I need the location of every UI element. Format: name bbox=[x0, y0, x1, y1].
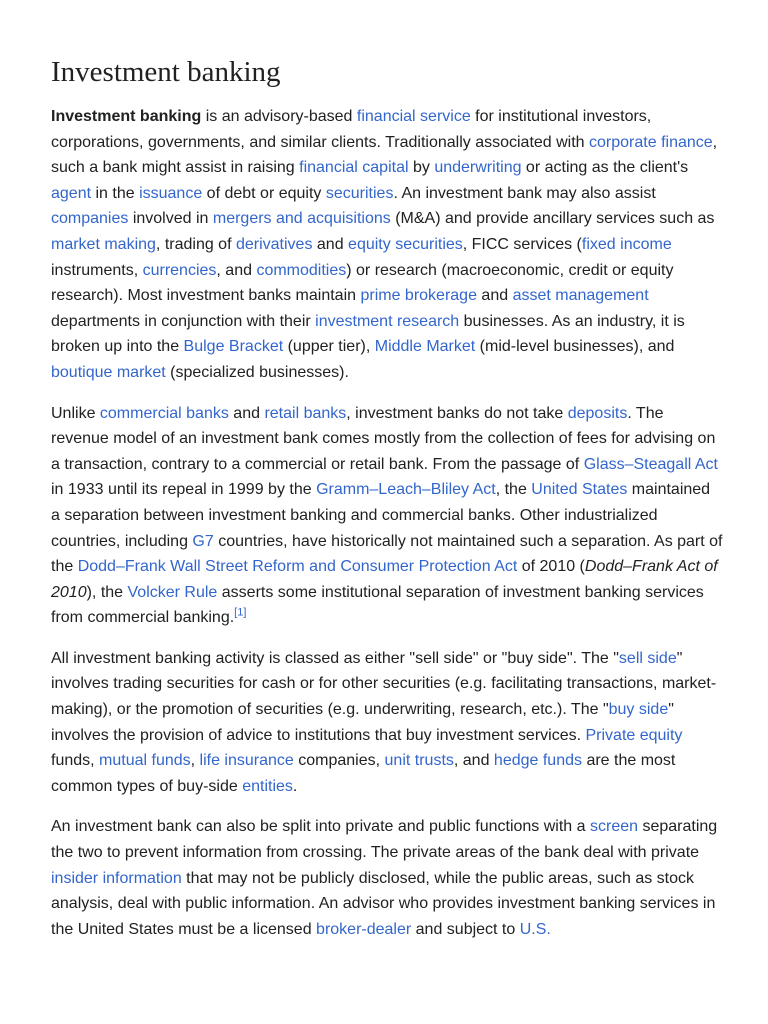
link-u-s[interactable]: U.S. bbox=[519, 920, 551, 938]
link-deposits[interactable]: deposits bbox=[567, 404, 628, 422]
body-text: maintained a separation between investment banking and commercial banks. Other industrialized countries, including bbox=[51, 481, 711, 550]
body-text: . bbox=[292, 777, 298, 795]
body-text: countries, have historically not maintained such a separation. As part of the bbox=[51, 532, 723, 576]
link-financial-capital[interactable]: financial capital bbox=[299, 159, 409, 177]
body-text: (mid-level businesses), and bbox=[475, 338, 675, 356]
link-life-insurance[interactable]: life insurance bbox=[199, 752, 294, 770]
body-text: and bbox=[476, 287, 513, 305]
link-entities[interactable]: entities bbox=[242, 777, 293, 795]
link-glass-steagall-act[interactable]: Glass–Steagall Act bbox=[583, 455, 718, 473]
body-text: (upper tier), bbox=[283, 338, 375, 356]
link-market-making[interactable]: market making bbox=[51, 235, 156, 253]
link-retail-banks[interactable]: retail banks bbox=[264, 404, 347, 422]
page-title: Investment banking bbox=[51, 56, 281, 88]
body-text: , the bbox=[495, 481, 532, 499]
body-text: are the most common types of buy-side bbox=[51, 752, 676, 795]
article-body bbox=[51, 104, 723, 957]
body-text: instruments, bbox=[51, 261, 143, 279]
link-dodd-frank-wall-street-reform-and-consumer-protection-act[interactable]: Dodd–Frank Wall Street Reform and Consumer Protection Act bbox=[77, 558, 518, 576]
italic-term: Dodd–Frank Act of 2010 bbox=[51, 558, 718, 601]
link-private-equity[interactable]: Private equity bbox=[585, 726, 683, 744]
citation-link[interactable]: [1] bbox=[234, 606, 247, 619]
link-securities[interactable]: securities bbox=[325, 184, 394, 202]
body-text: , FICC services ( bbox=[462, 235, 582, 253]
link-asset-management[interactable]: asset management bbox=[512, 287, 649, 305]
body-text: is an advisory-based bbox=[201, 108, 357, 125]
link-bulge-bracket[interactable]: Bulge Bracket bbox=[183, 338, 284, 356]
link-volcker-rule[interactable]: Volcker Rule bbox=[127, 583, 218, 601]
body-text: An investment bank can also be split into private and public functions with a bbox=[51, 818, 590, 836]
link-united-states[interactable]: United States bbox=[531, 481, 628, 499]
link-mutual-funds[interactable]: mutual funds bbox=[99, 752, 191, 770]
body-text: or acting as the client's bbox=[521, 159, 689, 177]
body-text: " involves the provision of advice to institutions that buy investment services. bbox=[51, 701, 674, 744]
link-mergers-and-acquisitions[interactable]: mergers and acquisitions bbox=[212, 210, 391, 228]
body-text: that may not be publicly disclosed, while the public areas, such as stock analysis, deal with public information. An advisor who provides investment banking services in the United States must be a licensed bbox=[51, 869, 716, 938]
link-equity-securities[interactable]: equity securities bbox=[348, 235, 463, 253]
link-agent[interactable]: agent bbox=[51, 184, 92, 202]
link-underwriting[interactable]: underwriting bbox=[434, 159, 522, 177]
paragraph-2 bbox=[51, 401, 723, 631]
body-text: involved in bbox=[128, 210, 213, 228]
body-text: ), the bbox=[86, 583, 128, 601]
link-boutique-market[interactable]: boutique market bbox=[51, 363, 166, 381]
body-text: (specialized businesses). bbox=[165, 363, 349, 381]
body-text: departments in conjunction with their bbox=[51, 312, 316, 330]
body-text: , trading of bbox=[155, 235, 236, 253]
body-text: and bbox=[312, 235, 349, 253]
link-commodities[interactable]: commodities bbox=[256, 261, 347, 279]
body-text: (M&A) and provide ancillary services such as bbox=[390, 210, 715, 228]
paragraph-3 bbox=[51, 646, 723, 800]
body-text: businesses. As an industry, it is broken up into the bbox=[51, 312, 685, 356]
body-text: Unlike bbox=[51, 404, 100, 422]
body-text: by bbox=[408, 159, 435, 177]
body-text: for institutional investors, corporations, governments, and similar clients. Traditionally associated with bbox=[51, 108, 652, 151]
body-text: of debt or equity bbox=[202, 184, 326, 202]
link-corporate-finance[interactable]: corporate finance bbox=[589, 133, 713, 151]
body-text: separating the two to prevent information from crossing. The private areas of the bank deal with private bbox=[51, 818, 718, 862]
paragraph-4 bbox=[51, 814, 723, 942]
body-text: in 1933 until its repeal in 1999 by the bbox=[51, 481, 317, 499]
link-sell-side[interactable]: sell side bbox=[618, 649, 677, 667]
link-buy-side[interactable]: buy side bbox=[608, 701, 669, 719]
body-text: asserts some institutional separation of investment banking services from commercial banking. bbox=[51, 583, 704, 627]
link-screen[interactable]: screen bbox=[589, 818, 639, 836]
body-text: companies, bbox=[293, 752, 385, 770]
link-commercial-banks[interactable]: commercial banks bbox=[99, 404, 229, 422]
body-text: of 2010 ( bbox=[517, 558, 585, 576]
body-text: All investment banking activity is classed as either "sell side" or "buy side". The " bbox=[51, 649, 619, 667]
link-unit-trusts[interactable]: unit trusts bbox=[384, 752, 454, 770]
link-broker-dealer[interactable]: broker-dealer bbox=[316, 920, 412, 938]
body-text: funds, bbox=[51, 752, 100, 770]
link-prime-brokerage[interactable]: prime brokerage bbox=[360, 287, 477, 305]
paragraph-1 bbox=[51, 104, 723, 386]
body-text: in the bbox=[91, 184, 140, 202]
link-financial-service[interactable]: financial service bbox=[356, 108, 471, 125]
link-gramm-leach-bliley-act[interactable]: Gramm–Leach–Bliley Act bbox=[316, 481, 496, 499]
body-text: " involves trading securities for cash or for other securities (e.g. facilitating transactions, market-making), or the promotion of securities (e.g. underwriting, research, etc.). The " bbox=[51, 649, 717, 719]
link-insider-information[interactable]: insider information bbox=[51, 869, 182, 887]
link-hedge-funds[interactable]: hedge funds bbox=[493, 752, 582, 770]
link-fixed-income[interactable]: fixed income bbox=[581, 235, 672, 253]
body-text: and subject to bbox=[411, 920, 520, 938]
body-text: . An investment bank may also assist bbox=[393, 184, 656, 202]
body-text: , and bbox=[216, 261, 257, 279]
body-text: ) or research (macroeconomic, credit or equity research). Most investment banks maintain bbox=[51, 261, 674, 305]
link-currencies[interactable]: currencies bbox=[142, 261, 217, 279]
link-g7[interactable]: G7 bbox=[192, 532, 214, 550]
link-derivatives[interactable]: derivatives bbox=[235, 235, 313, 253]
body-text: and bbox=[228, 404, 265, 422]
body-text: , such a bank might assist in raising bbox=[51, 133, 718, 177]
link-issuance[interactable]: issuance bbox=[139, 184, 203, 202]
body-text: , bbox=[190, 752, 200, 770]
body-text: . The revenue model of an investment bank comes mostly from the collection of fees for advising on a transaction, contrary to a commercial or retail bank. From the passage of bbox=[51, 404, 716, 473]
body-text: , investment banks do not take bbox=[346, 404, 568, 422]
link-investment-research[interactable]: investment research bbox=[315, 312, 460, 330]
link-companies[interactable]: companies bbox=[51, 210, 129, 228]
bold-term: Investment banking bbox=[51, 108, 202, 125]
body-text: , and bbox=[453, 752, 494, 770]
link-middle-market[interactable]: Middle Market bbox=[374, 338, 476, 356]
